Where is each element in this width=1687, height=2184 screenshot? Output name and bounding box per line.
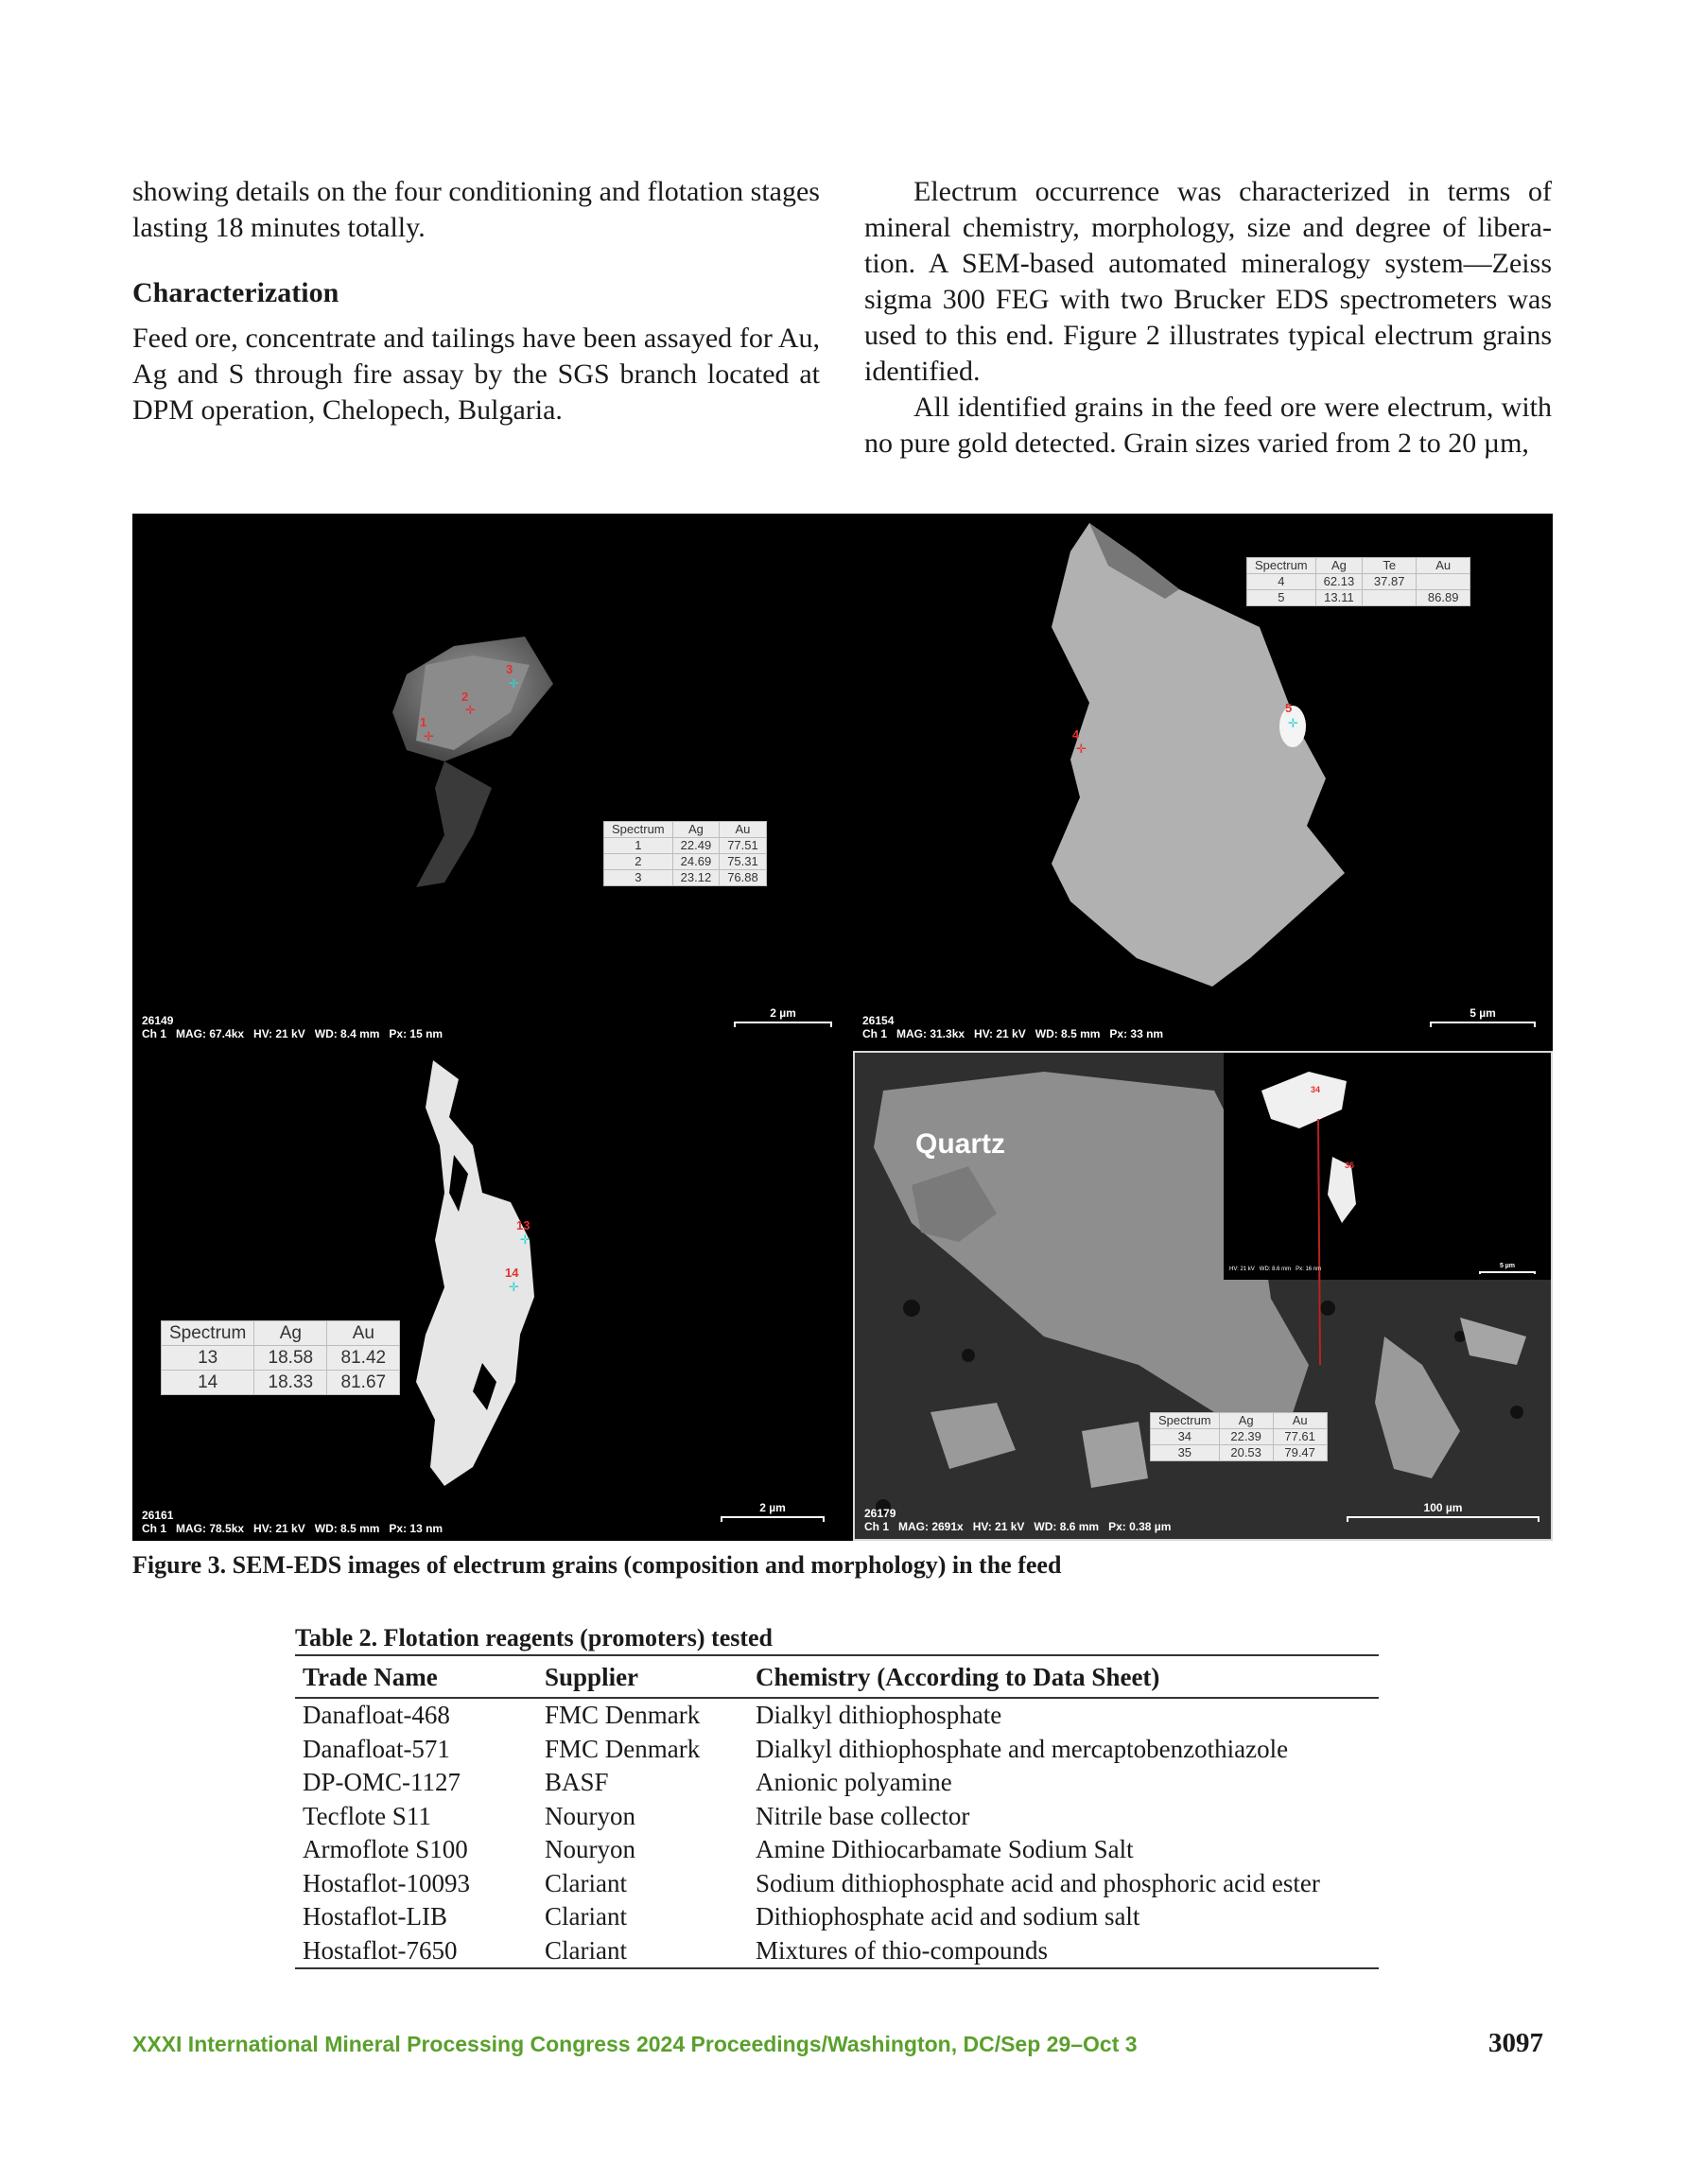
crosshair-icon: ✛: [509, 677, 519, 691]
spectrum-marker-1: 1: [420, 715, 427, 729]
image-id: 26154: [862, 1014, 895, 1027]
scale-bar: [721, 1501, 825, 1522]
scale-label: 100 µm: [1423, 1501, 1463, 1514]
table-row: [295, 1698, 1379, 1733]
table-row: [295, 1900, 1379, 1934]
left-paragraph-2: Feed ore, concentrate and tailings have been assayed for Au, Ag and S through fire assay by the SGS branch located at DPM operation, Chelopech, Bulgaria.: [132, 323, 820, 426]
cell: Armoflote S100: [303, 1835, 468, 1863]
cell: 77.61: [1273, 1429, 1327, 1445]
cell: 75.31: [720, 854, 767, 870]
cell: Nouryon: [545, 1801, 635, 1830]
col-header: Spectrum: [1151, 1413, 1220, 1429]
spectrum-marker-5: 5: [1285, 701, 1293, 715]
sem-info-bar: [864, 1507, 1171, 1533]
cell: 13: [162, 1346, 254, 1371]
spectrum-marker-34: 34: [1311, 1085, 1321, 1094]
cell: Mixtures of thio-compounds: [756, 1935, 1048, 1965]
cell: 35: [1151, 1445, 1220, 1461]
quartz-image: [855, 1053, 1551, 1539]
inset-info: HV: 21 kV WD: 8.6 mm Px: 16 nm: [1229, 1267, 1322, 1272]
image-params: Ch 1 MAG: 31.3kx HV: 21 kV WD: 8.5 mm Px: 33 nm: [862, 1027, 1164, 1040]
cell: 14: [162, 1371, 254, 1395]
col-header: Au: [1417, 558, 1470, 574]
col-header: Spectrum: [162, 1321, 254, 1346]
right-paragraph-1: Electrum occurrence was characterized in terms of mineral chemistry, morphology, size and degree of liberation. A SEM-based automated mineralogy system—Zeiss sigma 300 FEG with two Brucker EDS spectrometers was used to this end. Figure 2 illustrates typical electrum grains identified.: [864, 176, 1552, 387]
crosshair-icon: ✛: [520, 1233, 530, 1248]
cell: Amine Dithiocarbamate Sodium Salt: [756, 1835, 1134, 1863]
scale-label: 2 µm: [759, 1501, 786, 1514]
cell: Dialkyl dithiophosphate and mercaptobenzothiazole: [756, 1734, 1289, 1763]
cell: Nouryon: [545, 1835, 635, 1863]
image-params: Ch 1 MAG: 2691x HV: 21 kV WD: 8.6 mm Px: 0.38 µm: [864, 1520, 1172, 1533]
scale-bar: [734, 1006, 832, 1027]
sem-info-bar: [142, 1014, 443, 1040]
col-header: Ag: [254, 1321, 327, 1346]
spectrum-table-3: [161, 1320, 400, 1395]
sem-panel-2: [853, 514, 1553, 1046]
cell: [1417, 574, 1470, 590]
spectrum-table-2: [1246, 557, 1470, 606]
cell: 4: [1247, 574, 1316, 590]
cell: Clariant: [545, 1868, 627, 1897]
cell: 37.87: [1363, 574, 1417, 590]
scale-label: 2 µm: [770, 1006, 796, 1020]
right-paragraph-2: All identified grains in the feed ore were electrum, with no pure gold detected. Grain sizes varied from 2 to 20 µm,: [864, 392, 1552, 459]
cell: Tecflote S11: [303, 1801, 431, 1830]
crosshair-icon: ✛: [1288, 717, 1298, 731]
cell: Dithiophosphate acid and sodium salt: [756, 1902, 1140, 1931]
running-footer: XXXI International Mineral Processing Congress 2024 Proceedings/Washington, DC/Sep 29–Oct 3: [132, 2032, 1138, 2056]
table-row: [295, 1766, 1379, 1800]
cell: 62.13: [1315, 574, 1363, 590]
table-title: Table 2. Flotation reagents (promoters) tested: [295, 1624, 774, 1651]
col-header: Ag: [1315, 558, 1363, 574]
cell: Danafloat-571: [303, 1734, 450, 1763]
spectrum-marker-2: 2: [461, 690, 469, 704]
spectrum-marker-13: 13: [516, 1218, 530, 1232]
cell: 23.12: [672, 870, 720, 886]
table-row: [295, 1833, 1379, 1867]
cell: 86.89: [1417, 590, 1470, 606]
col-header: Au: [1273, 1413, 1327, 1429]
cell: 5: [1247, 590, 1316, 606]
cell: [1363, 590, 1417, 606]
quartz-label: Quartz: [915, 1128, 1006, 1160]
table-2: [295, 1624, 1379, 1969]
left-paragraph-1: showing details on the four conditioning and flotation stages lasting 18 minutes totally.: [132, 176, 820, 243]
image-id: 26149: [142, 1014, 174, 1027]
cell: FMC Denmark: [545, 1701, 701, 1729]
cell: Danafloat-468: [303, 1701, 450, 1729]
cell: Dialkyl dithiophosphate: [756, 1701, 1002, 1729]
cell: 76.88: [720, 870, 767, 886]
spectrum-table-4: [1150, 1412, 1328, 1461]
sem-panel-4: [853, 1051, 1553, 1541]
cell: 34: [1151, 1429, 1220, 1445]
left-column: [132, 174, 820, 428]
spectrum-marker-4: 4: [1072, 727, 1080, 742]
cell: 77.51: [720, 838, 767, 854]
scale-label: 5 µm: [1499, 1263, 1516, 1269]
cell: Hostaflot-7650: [303, 1935, 458, 1965]
crosshair-icon: ✛: [465, 704, 476, 718]
cell: 13.11: [1315, 590, 1363, 606]
cell: 81.42: [327, 1346, 400, 1371]
inset-scale-bar: [1479, 1263, 1536, 1274]
cell: Sodium dithiophosphate acid and phosphoric acid ester: [756, 1868, 1320, 1897]
col-header: Au: [327, 1321, 400, 1346]
col-header: Te: [1363, 558, 1417, 574]
crosshair-icon: ✛: [424, 730, 434, 744]
cell: 24.69: [672, 854, 720, 870]
sem-figure: [132, 514, 1553, 1541]
sem-info-bar: [142, 1509, 443, 1535]
cell: DP-OMC-1127: [303, 1768, 461, 1796]
col-header: Ag: [1219, 1413, 1273, 1429]
cell: 2: [604, 854, 673, 870]
spectrum-marker-35: 35: [1345, 1161, 1355, 1170]
image-id: 26161: [142, 1509, 174, 1522]
cell: 3: [604, 870, 673, 886]
image-params: Ch 1 MAG: 78.5kx HV: 21 kV WD: 8.5 mm Px: 13 nm: [142, 1522, 443, 1535]
col-header: Ag: [672, 822, 720, 838]
table-row: [295, 1934, 1379, 1969]
grain-image-1: [132, 514, 848, 1046]
cell: Nitrile base collector: [756, 1801, 970, 1830]
reagents-table: [295, 1654, 1379, 1969]
table-row: [295, 1733, 1379, 1767]
cell: Clariant: [545, 1935, 627, 1965]
spectrum-table-1: [603, 821, 767, 886]
cell: 20.53: [1219, 1445, 1273, 1461]
spectrum-marker-14: 14: [505, 1266, 519, 1280]
cell: 1: [604, 838, 673, 854]
scale-bar: [1347, 1501, 1539, 1522]
grain-image-3: [132, 1051, 848, 1541]
cell: 22.49: [672, 838, 720, 854]
cell: Hostaflot-LIB: [303, 1902, 447, 1931]
col-header: Spectrum: [604, 822, 673, 838]
col-header: Au: [720, 822, 767, 838]
cell: 22.39: [1219, 1429, 1273, 1445]
image-id: 26179: [864, 1507, 896, 1520]
cell: Clariant: [545, 1902, 627, 1931]
col-header: Trade Name: [303, 1663, 438, 1691]
col-header: Spectrum: [1247, 558, 1316, 574]
sem-panel-1: [132, 514, 848, 1046]
scale-bar: [1430, 1006, 1536, 1027]
crosshair-icon: ✛: [1076, 743, 1087, 757]
scale-label: 5 µm: [1470, 1006, 1496, 1020]
col-header: Chemistry (According to Data Sheet): [756, 1663, 1160, 1691]
cell: FMC Denmark: [545, 1734, 701, 1763]
spectrum-marker-3: 3: [506, 662, 513, 676]
cell: BASF: [545, 1768, 609, 1796]
cell: 18.58: [254, 1346, 327, 1371]
sem-panel-3: [132, 1051, 848, 1541]
sem-info-bar: [862, 1014, 1163, 1040]
right-column: [864, 174, 1552, 462]
crosshair-icon: ✛: [509, 1281, 519, 1295]
cell: Anionic polyamine: [756, 1768, 952, 1796]
cell: 81.67: [327, 1371, 400, 1395]
section-heading: Characterization: [132, 277, 339, 308]
col-header: Supplier: [545, 1663, 639, 1691]
cell: 18.33: [254, 1371, 327, 1395]
cell: Hostaflot-10093: [303, 1868, 470, 1897]
table-row: [295, 1867, 1379, 1901]
page-number: 3097: [1488, 2028, 1543, 2058]
table-header-row: [295, 1655, 1379, 1698]
image-params: Ch 1 MAG: 67.4kx HV: 21 kV WD: 8.4 mm Px: 15 nm: [142, 1027, 443, 1040]
figure-caption: Figure 3. SEM-EDS images of electrum grains (composition and morphology) in the feed: [132, 1551, 1062, 1579]
cell: 79.47: [1273, 1445, 1327, 1461]
table-row: [295, 1800, 1379, 1834]
